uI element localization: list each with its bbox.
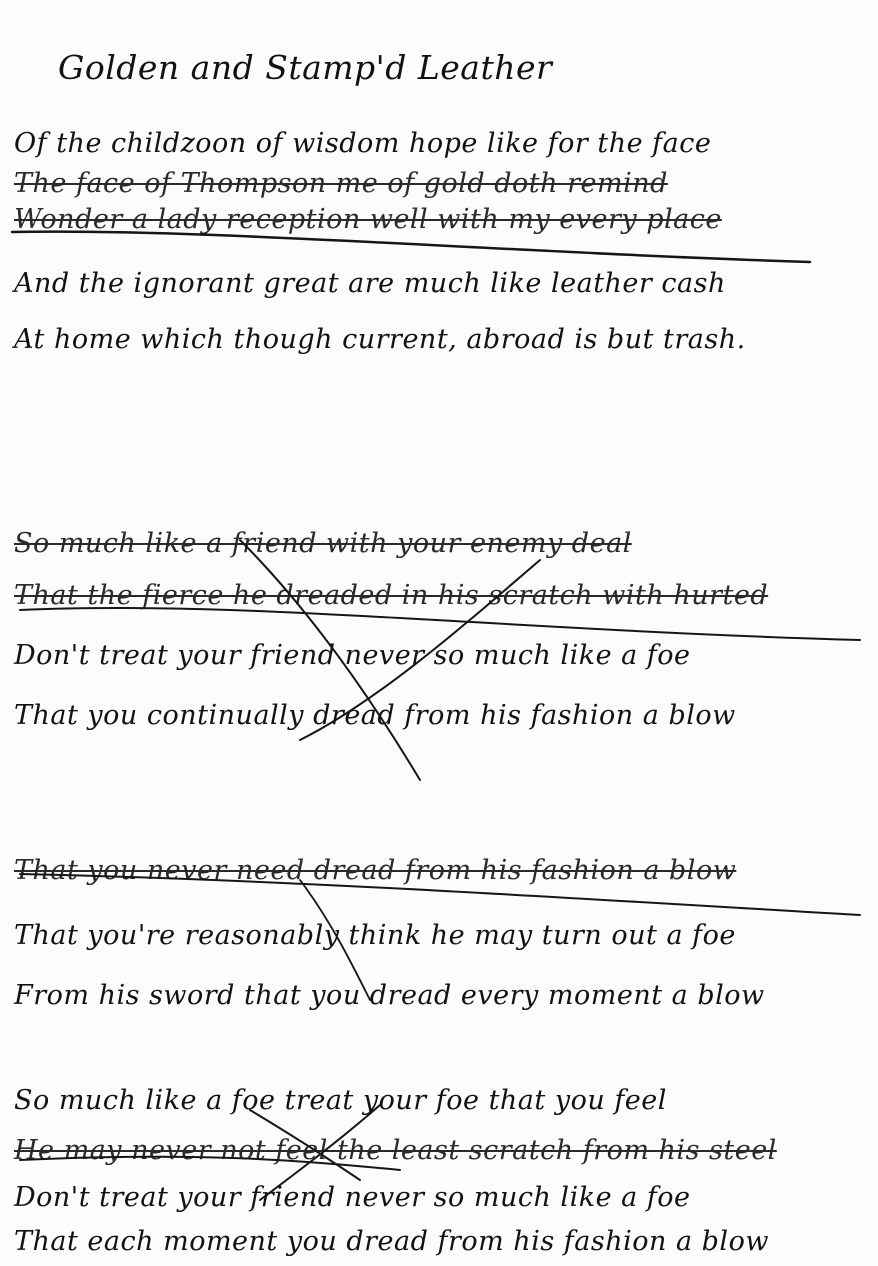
stanza2-line4: That you continually dread from his fashion a blow <box>14 700 736 731</box>
stanza4-line2-struck: He may never not feel the least scratch from his steel <box>14 1135 777 1166</box>
stanza4-line4: That each moment you dread from his fashion a blow <box>14 1226 769 1257</box>
stanza4-line1: So much like a foe treat your foe that you feel <box>14 1085 667 1116</box>
stanza2-line3: Don't treat your friend never so much like a foe <box>14 640 691 671</box>
stanza1-line5: At home which though current, abroad is but trash. <box>14 324 746 355</box>
stanza1-line1: Of the childzoon of wisdom hope like for the face <box>14 128 712 159</box>
stanza2-line1-struck: So much like a friend with your enemy deal <box>14 528 632 559</box>
strike-line-stanza1 <box>12 232 810 262</box>
stanza3-line3: From his sword that you dread every moment a blow <box>14 980 765 1011</box>
stanza3-line2: That you're reasonably think he may turn out a foe <box>14 920 736 951</box>
stanza1-line2-struck: The face of Thompson me of gold doth remind <box>14 168 668 199</box>
stanza1-line3-struck: Wonder a lady reception well with my every place <box>14 204 722 235</box>
stanza4-line3: Don't treat your friend never so much like a foe <box>14 1182 691 1213</box>
stanza2-line2-struck: That the fierce he dreaded in his scratch with hurted <box>14 580 769 611</box>
strike-line-stanza2 <box>20 608 860 640</box>
poem-title: Golden and Stamp'd Leather <box>58 48 553 87</box>
stanza1-line4: And the ignorant great are much like leather cash <box>14 268 726 299</box>
stanza3-line1-struck: That you never need dread from his fashion a blow <box>14 855 737 886</box>
